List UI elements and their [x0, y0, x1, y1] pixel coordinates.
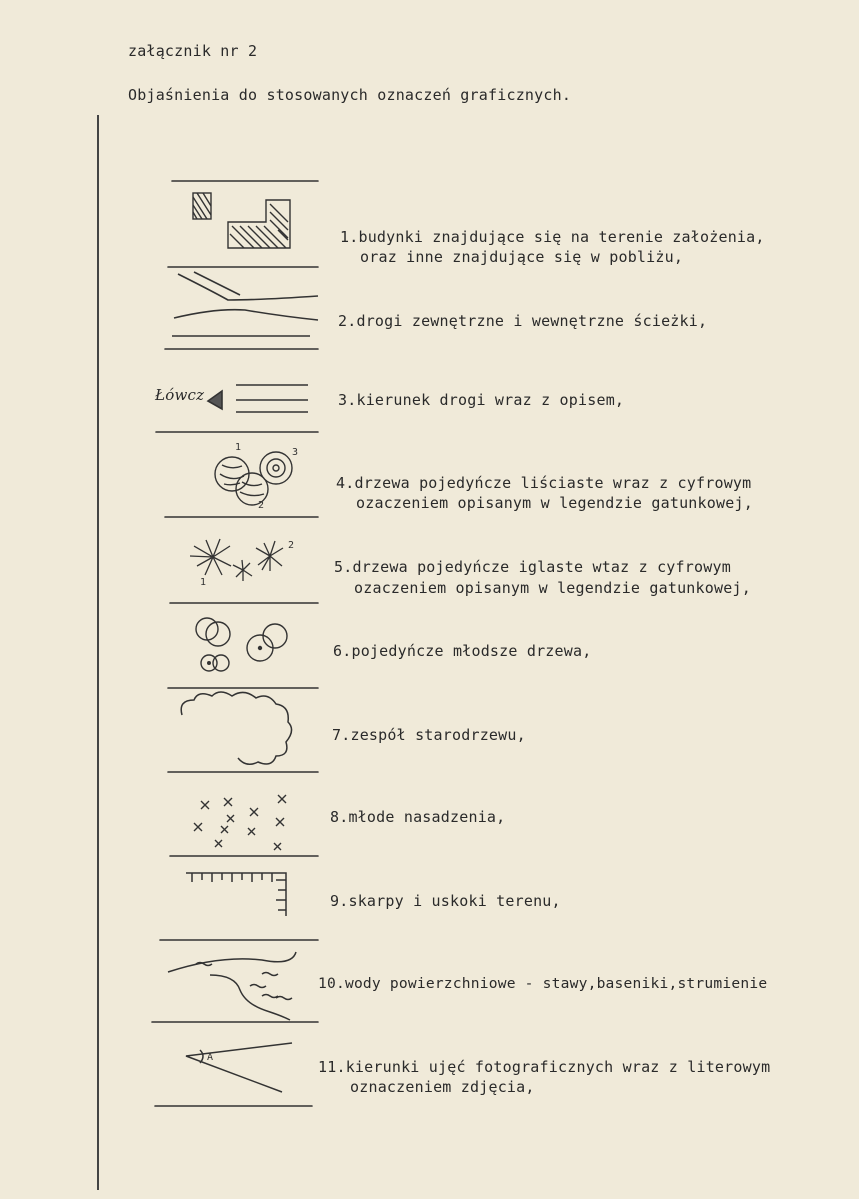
slope-symbol [186, 873, 286, 916]
tree-number: 2 [258, 500, 265, 511]
legend-item-5-line1: 5.drzewa pojedyńcze iglaste wtaz z cyfrowym [334, 558, 731, 576]
page-heading: Objaśnienia do stosowanych oznaczeń graficznych. [128, 86, 572, 104]
legend-item-10: 10.wody powierzchniowe - stawy,baseniki,strumienie [318, 975, 768, 992]
legend-item-11-line1: 11.kierunki ujęć fotograficznych wraz z literowym [318, 1058, 771, 1076]
legend-item-11-line2: oznaczeniem zdjęcia, [350, 1078, 535, 1096]
young-tree-symbol [196, 618, 287, 671]
building-symbol [193, 193, 290, 248]
road-symbol [172, 272, 318, 336]
tree-number: 3 [292, 447, 299, 458]
left-margin-rule [97, 115, 99, 1190]
road-direction-symbol [208, 385, 308, 412]
legend-item-1-line2: oraz inne znajdujące się w pobliżu, [360, 248, 684, 266]
legend-item-2: 2.drogi zewnętrzne i wewnętrzne ścieżki, [338, 312, 708, 330]
legend-item-5-line2: ozaczeniem opisanym w legendzie gatunkowej, [354, 579, 751, 597]
water-symbol [168, 952, 296, 1020]
conifer-number: 2 [288, 540, 295, 551]
conifer-number: 1 [200, 577, 207, 588]
legend-item-1-line1: 1.budynki znajdujące się na terenie założenia, [340, 228, 765, 246]
old-tree-stand-symbol [181, 692, 291, 764]
legend-item-7: 7.zespół starodrzewu, [332, 726, 526, 744]
conifer-tree-symbol [190, 539, 283, 581]
legend-item-9: 9.skarpy i uskoki terenu, [330, 892, 561, 910]
deciduous-tree-symbol [215, 452, 292, 505]
young-planting-symbol [194, 795, 286, 850]
road-direction-label: Łówcz [155, 386, 205, 404]
legend-item-3: 3.kierunek drogi wraz z opisem, [338, 391, 625, 409]
tree-number: 1 [235, 442, 242, 453]
attachment-label: załącznik nr 2 [128, 42, 258, 60]
legend-item-4-line2: ozaczeniem opisanym w legendzie gatunkowej, [356, 494, 753, 512]
legend-item-4-line1: 4.drzewa pojedyńcze liściaste wraz z cyfrowym [336, 474, 752, 492]
photo-direction-symbol [186, 1043, 292, 1092]
legend-item-8: 8.młode nasadzenia, [330, 808, 506, 826]
photo-letter: A [207, 1052, 214, 1063]
legend-item-6: 6.pojedyńcze młodsze drzewa, [333, 642, 592, 660]
